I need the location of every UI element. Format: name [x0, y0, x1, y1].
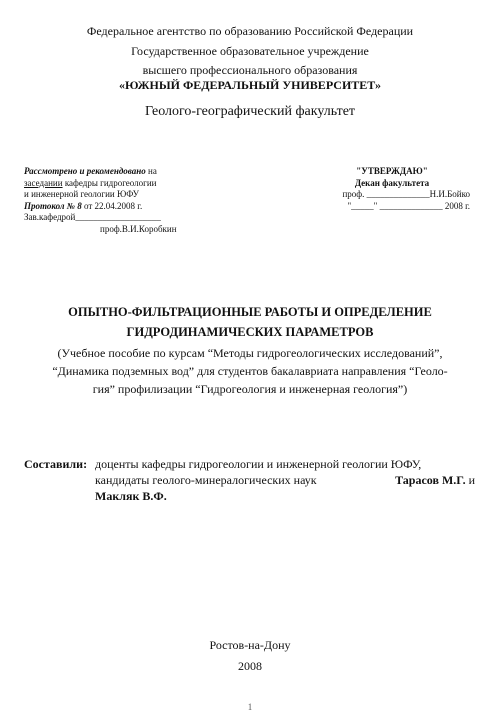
- dean-title: Декан факультета: [354, 177, 430, 188]
- faculty-name: Геолого-географический факультет: [144, 104, 356, 119]
- page-number: 1: [247, 702, 253, 712]
- approve-label: "УТВЕРЖДАЮ": [356, 166, 428, 176]
- reviewed-suffix: на: [145, 166, 157, 176]
- city: Ростов-на-Дону: [209, 638, 291, 652]
- institution-line-2: высшего профессионального образования: [142, 63, 358, 77]
- author-name-2: Макляк В.Ф.: [95, 489, 167, 503]
- authors-line-1: доценты кафедры гидрогеологии и инженерной геологии ЮФУ,: [95, 457, 422, 471]
- approval-date-line: "_____" ______________ 2008 г.: [347, 200, 470, 211]
- authors-degree: кандидаты геолого-минералогических наук: [95, 473, 317, 487]
- protocol-label: Протокол № 8: [24, 200, 82, 211]
- head-label: Зав.кафедрой: [24, 212, 76, 222]
- institution-line-1: Государственное образовательное учреждение: [131, 44, 369, 58]
- year: 2008: [238, 659, 262, 673]
- authors-block: [95, 456, 475, 504]
- doc-title-line-1: ОПЫТНО-ФИЛЬТРАЦИОННЫЕ РАБОТЫ И ОПРЕДЕЛЕНИЕ: [68, 305, 432, 319]
- authors-conjunction: и: [465, 473, 475, 487]
- approval-left-block: [24, 166, 177, 235]
- department-text: кафедры гидрогеологии: [62, 177, 157, 188]
- protocol-date: от 22.04.2008 г.: [81, 200, 143, 211]
- subtitle-line-3: гия” профилизации “Гидрогеология и инженерная геология”): [92, 382, 408, 396]
- reviewed-label: Рассмотрено и рекомендовано: [24, 166, 146, 176]
- dean-signature-line: проф. ______________Н.И.Бойко: [342, 189, 470, 199]
- subtitle-line-1: (Учебное пособие по курсам “Методы гидрогеологических исследований”,: [57, 346, 443, 360]
- university-name: «ЮЖНЫЙ ФЕДЕРАЛЬНЫЙ УНИВЕРСИТЕТ»: [118, 78, 381, 92]
- agency-line: Федеральное агентство по образованию Российской Федерации: [86, 24, 414, 38]
- head-name: проф.В.И.Коробкин: [100, 223, 177, 234]
- department-line-2: и инженерной геологии ЮФУ: [24, 189, 140, 199]
- authors-label: Составили:: [24, 457, 88, 471]
- head-signature-blank: ___________________: [75, 212, 161, 222]
- authors-line-2: [95, 472, 475, 488]
- approval-right-block: [300, 166, 470, 212]
- meeting-word: заседании: [24, 177, 63, 188]
- doc-title-line-2: ГИДРОДИНАМИЧЕСКИХ ПАРАМЕТРОВ: [126, 325, 374, 339]
- subtitle-line-2: “Динамика подземных вод” для студентов бакалавриата направления “Геоло-: [52, 364, 448, 378]
- author-name-1: Тарасов М.Г.: [395, 473, 466, 487]
